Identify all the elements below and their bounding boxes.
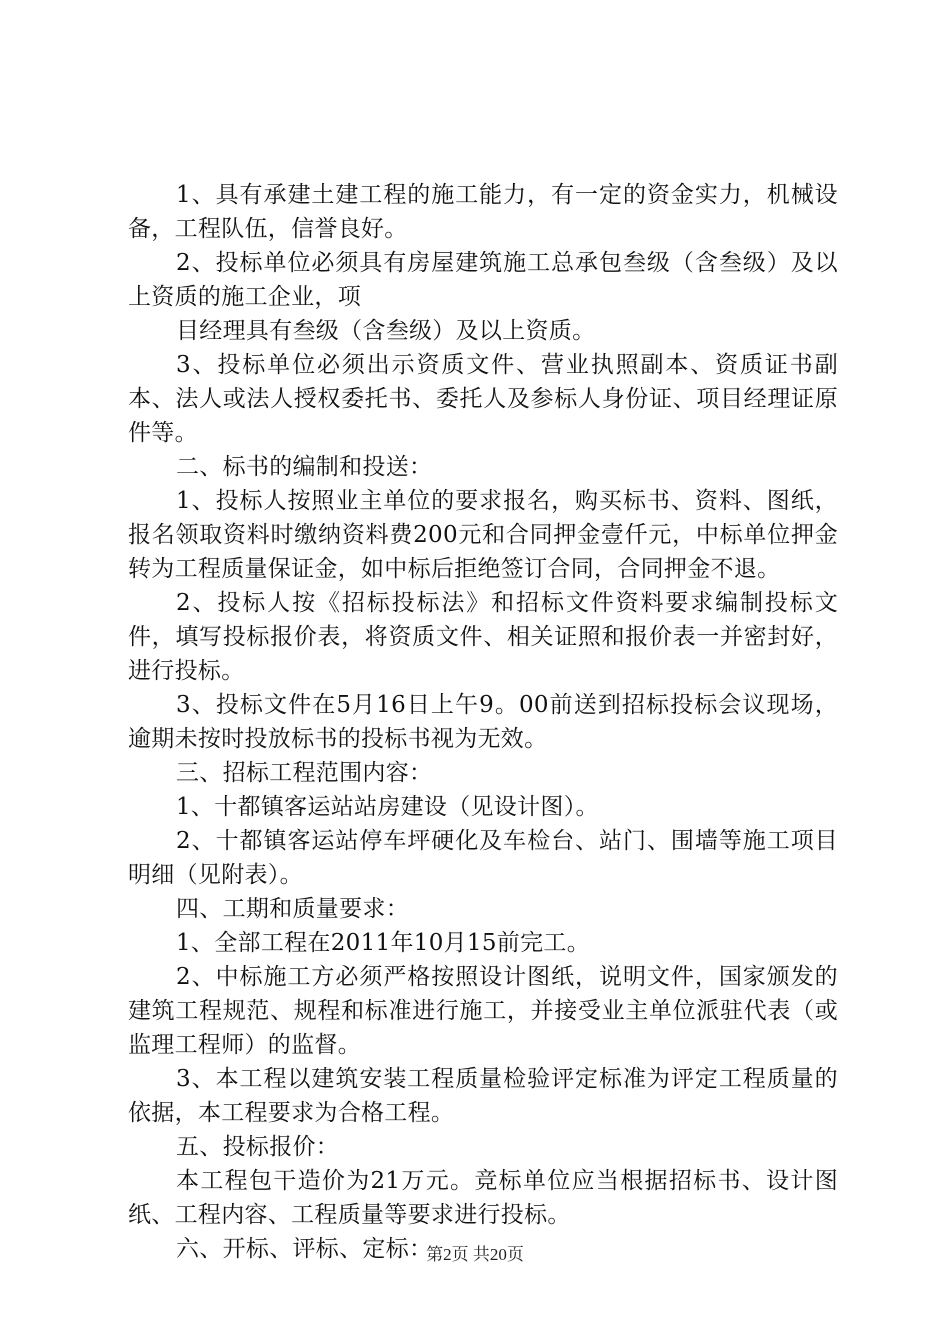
page-number: 第2页 共20页	[426, 1245, 524, 1264]
paragraph: 3、本工程以建筑安装工程质量检验评定标准为评定工程质量的依据，本工程要求为合格工程。	[128, 1066, 838, 1126]
paragraph: 2、十都镇客运站停车坪硬化及车检台、站门、围墙等施工项目明细（见附表）。	[128, 828, 838, 888]
paragraph: 1、投标人按照业主单位的要求报名，购买标书、资料、图纸，报名领取资料时缴纳资料费200元和合同押金壹仟元，中标单位押金转为工程质量保证金，如中标后拒绝签订合同，合同押金不退。	[128, 488, 838, 582]
paragraph: 3、投标单位必须出示资质文件、营业执照副本、资质证书副本、法人或法人授权委托书、委托人及参标人身份证、项目经理证原件等。	[128, 352, 838, 446]
section-heading: 五、投标报价：	[176, 1134, 340, 1160]
paragraph: 1、具有承建土建工程的施工能力，有一定的资金实力，机械设备，工程队伍，信誉良好。	[128, 182, 838, 242]
section-heading: 六、开标、评标、定标：	[176, 1236, 433, 1262]
paragraph: 3、投标文件在5月16日上午9。00前送到招标投标会议现场，逾期未按时投放标书的投标书视为无效。	[128, 692, 838, 752]
paragraph: 1、十都镇客运站站房建设（见设计图）。	[176, 794, 599, 820]
section-heading: 二、标书的编制和投送：	[176, 454, 433, 480]
paragraph: 本工程包干造价为21万元。竞标单位应当根据招标书、设计图纸、工程内容、工程质量等要求进行投标。	[128, 1168, 838, 1228]
paragraph: 2、投标单位必须具有房屋建筑施工总承包叁级（含叁级）及以上资质的施工企业，项	[128, 250, 838, 310]
paragraph: 2、中标施工方必须严格按照设计图纸，说明文件，国家颁发的建筑工程规范、规程和标准进行施工，并接受业主单位派驻代表（或监理工程师）的监督。	[128, 964, 838, 1058]
section-heading: 四、工期和质量要求：	[176, 896, 409, 922]
section-heading: 三、招标工程范围内容：	[176, 760, 433, 786]
paragraph: 1、全部工程在2011年10月15前完工。	[176, 930, 590, 956]
document-body	[128, 178, 838, 1266]
paragraph: 2、投标人按《招标投标法》和招标文件资料要求编制投标文件，填写投标报价表，将资质文件、相关证照和报价表一并密封好，进行投标。	[128, 590, 838, 684]
paragraph: 目经理具有叁级（含叁级）及以上资质。	[176, 318, 596, 344]
